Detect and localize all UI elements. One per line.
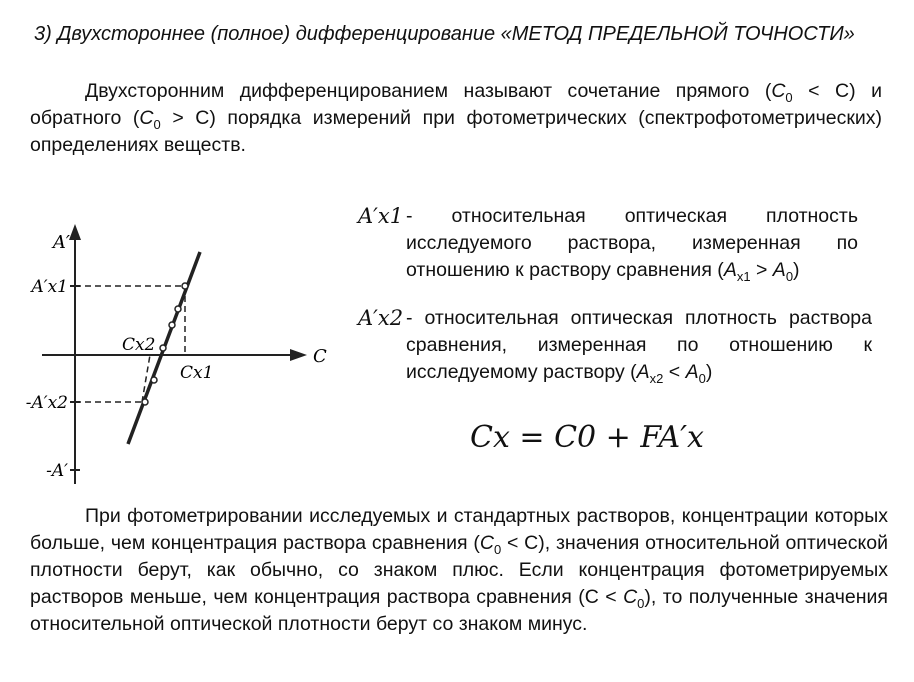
label-neg-a: -A′ [46, 461, 68, 481]
differentiation-graph [25, 222, 330, 492]
data-point [160, 345, 166, 351]
definition-ax2 [358, 305, 874, 390]
data-point [151, 377, 157, 383]
data-point [142, 399, 148, 405]
label-cx1: Cx1 [180, 363, 214, 383]
definition-ax2-text: - относительная оптическая плотность раствора сравнения, измеренная по отношению к исследуемому раствору $(A_{x2} < A_0)$ [406, 307, 872, 386]
x-axis-label: C [313, 346, 327, 367]
main-formula: Cx = C0 + FA′x [470, 420, 704, 455]
symbol-ax2: A′x2 [358, 306, 404, 330]
y-axis-label: A′ [52, 232, 70, 253]
y-axis-arrow [69, 224, 81, 240]
x-axis-arrow [290, 349, 307, 361]
data-point [182, 283, 188, 289]
section-heading: 3) Двухстороннее (полное) дифференцирование «МЕТОД ПРЕДЕЛЬНОЙ ТОЧНОСТИ» [34, 23, 855, 45]
symbol-ax1: A′x1 [358, 204, 404, 228]
label-ax1: A′x1 [31, 277, 68, 297]
conclusion-paragraph: При фотометрировании исследуемых и стандартных растворов, концентрации которых больше, чем концентрация раствора сравнения $(C_0 < C)$, значения относительной оптической плотности берут, как обычно, со знаком плюс. Если концентрация фотометрируемых растворов меньше, чем концентрация раствора сравнения $(C < C_0)$, то полученные значения относительной оптической плотности берут со знаком минус. [30, 505, 888, 635]
label-neg-ax2: -A′x2 [25, 393, 68, 413]
data-point [175, 306, 181, 312]
definition-ax1 [358, 203, 858, 288]
intro-paragraph: Двухсторонним дифференцированием называют сочетание прямого $(C_0 < C)$ и обратного $(C_0 > C)$ порядка измерений при фотометрических (спектрофотометрических) определениях веществ. [30, 80, 883, 156]
data-point [169, 322, 175, 328]
label-cx2: Cx2 [122, 335, 156, 355]
definition-ax1-text: - относительная оптическая плотность исследуемого раствора, измеренная по отношению к раствору сравнения $(A_{x1} > A_0)$ [406, 205, 858, 284]
